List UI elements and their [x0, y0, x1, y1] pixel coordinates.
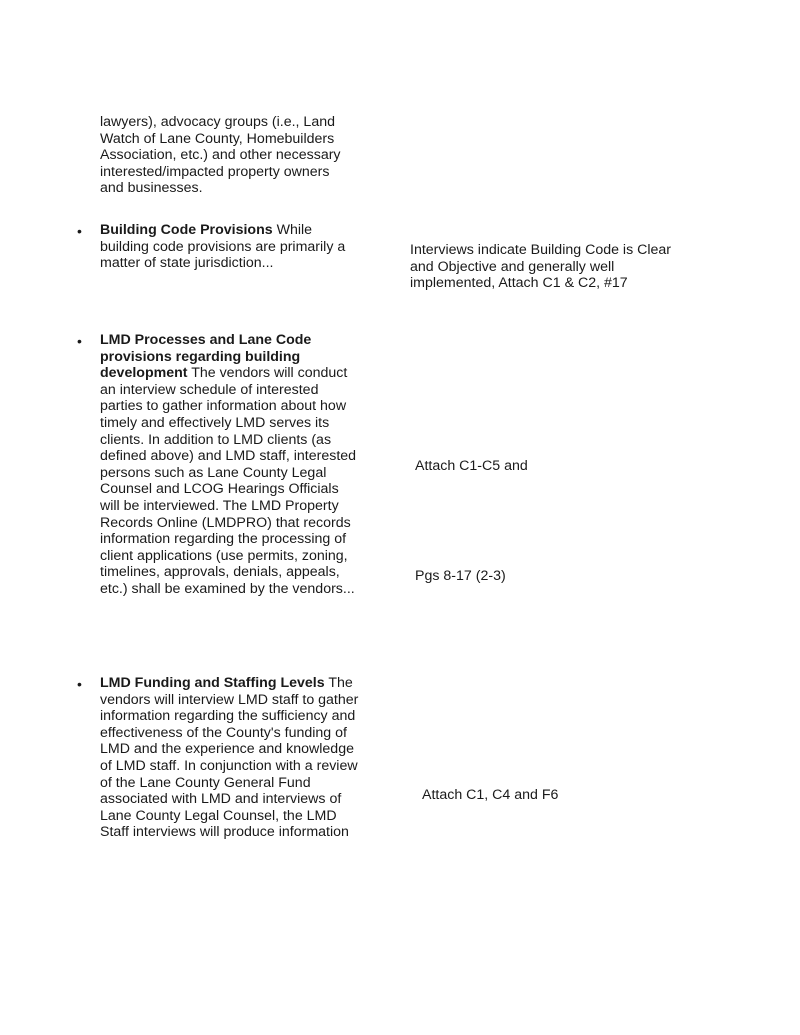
bullet-building-code: • [77, 223, 82, 239]
building-code-body: While building code provisions are primarily a matter of state jurisdiction... [100, 222, 346, 272]
lmd-processes-note-pages: Pgs 8-17 (2-3) [415, 568, 506, 584]
lmd-processes-body: The vendors will conduct an interview schedule of interested parties to gather information about how timely and effectively LMD serves its clients. In addition to LMD clients (as defined above) and LMD staff, interested persons such as Lane County Legal Counsel and LCOG Hearings Officials will be interviewed. The LMD Property Records Online (LMDPRO) that records information regarding the processing of client applications (use permits, zoning, timelines, approvals, denials, appeals, etc.) shall be examined by the vendors... [100, 365, 357, 597]
lmd-funding-heading: LMD Funding and Staffing Levels [100, 675, 325, 691]
lmd-funding-note: Attach C1, C4 and F6 [422, 787, 559, 803]
building-code-note: Interviews indicate Building Code is Clear and Objective and generally well implemented, Attach C1 & C2, #17 [410, 242, 672, 292]
bullet-lmd-funding: • [77, 676, 82, 692]
lmd-processes-note-attach: Attach C1-C5 and [415, 458, 528, 474]
intro-continuation-text: lawyers), advocacy groups (i.e., Land Watch of Lane County, Homebuilders Association, etc.) and other necessary interested/impacted property owners and businesses. [100, 114, 341, 197]
lmd-funding-paragraph [100, 675, 400, 841]
lmd-funding-body: The vendors will interview LMD staff to gather information regarding the sufficiency and effectiveness of the County's funding of LMD and the experience and knowledge of LMD staff. In conjunction with a review of the Lane County General Fund associated with LMD and interviews of Lane County Legal Counsel, the LMD Staff interviews will produce information [100, 675, 359, 841]
bullet-lmd-processes: • [77, 333, 82, 349]
lmd-processes-heading: LMD Processes and Lane Code provisions regarding building development [100, 332, 312, 382]
building-code-paragraph [100, 222, 400, 272]
building-code-heading: Building Code Provisions [100, 222, 273, 238]
lmd-processes-paragraph [100, 332, 400, 598]
